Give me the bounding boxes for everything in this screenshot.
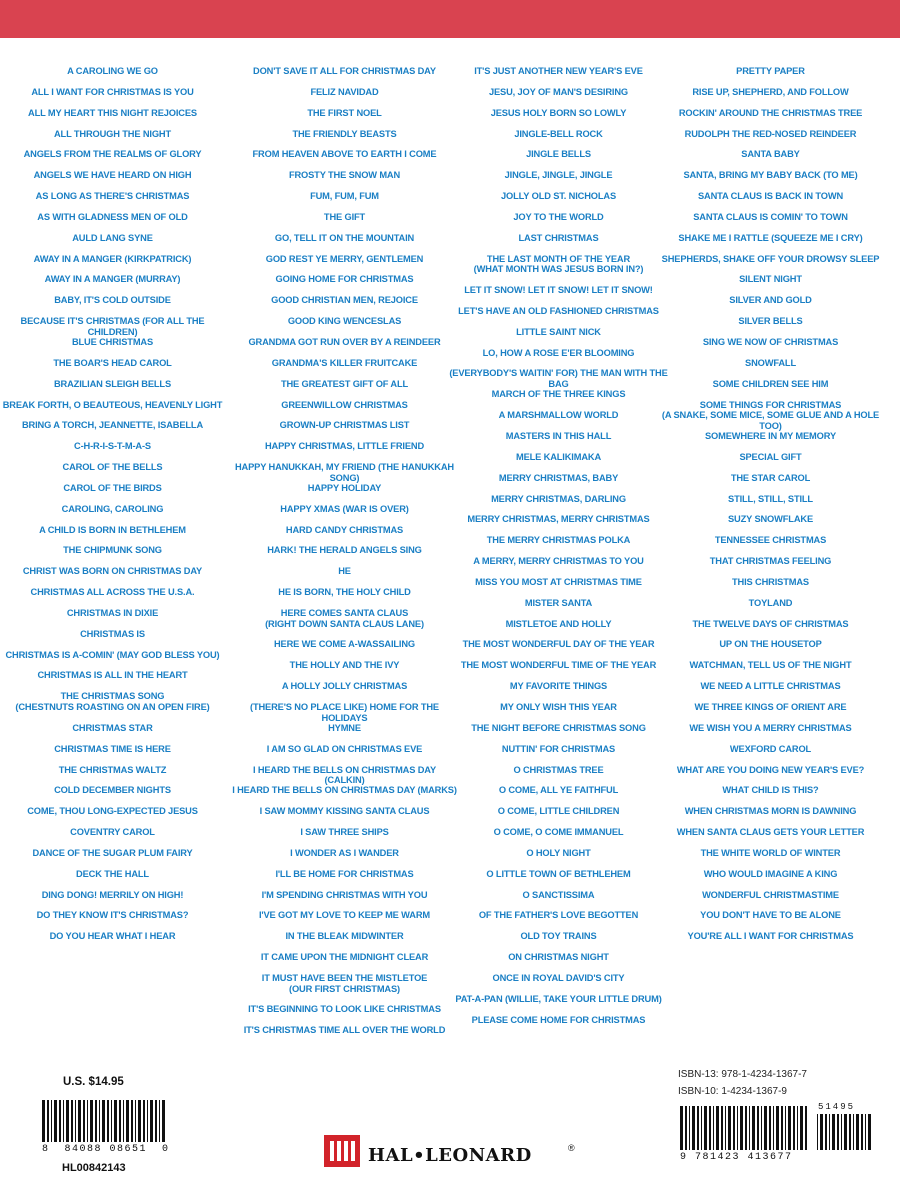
- song-title: MARCH OF THE THREE KINGS: [491, 389, 626, 400]
- barcode-bar: [740, 1106, 743, 1150]
- song-title: O COME, O COME IMMANUEL: [493, 827, 624, 838]
- barcode-bar: [692, 1106, 695, 1150]
- barcode-bar: [733, 1106, 735, 1150]
- publisher-logo: [322, 1133, 582, 1173]
- song-title: MELE KALIKIMAKA: [515, 451, 602, 462]
- barcode-bar: [126, 1100, 129, 1142]
- song-title: CAROLING, CAROLING: [61, 503, 164, 514]
- song-title: WE WISH YOU A MERRY CHRISTMAS: [689, 722, 852, 733]
- barcode-bar: [107, 1100, 109, 1142]
- song-title: STILL, STILL, STILL: [728, 493, 813, 504]
- song-title: OLD TOY TRAINS: [520, 931, 597, 942]
- song-title: WHO WOULD IMAGINE A KING: [703, 868, 838, 879]
- barcode-bar: [817, 1114, 818, 1150]
- song-title: O COME, ALL YE FAITHFUL: [498, 785, 619, 796]
- barcode-bar: [849, 1114, 851, 1150]
- song-title: RUDOLPH THE RED-NOSED REINDEER: [684, 128, 857, 139]
- barcode-bar: [83, 1100, 85, 1142]
- song-title: C-H-R-I-S-T-M-A-S: [74, 441, 151, 452]
- barcode-bar: [90, 1100, 93, 1142]
- song-title: THE LAST MONTH OF THE YEAR (WHAT MONTH WAS JESUS BORN IN?): [473, 253, 644, 275]
- song-title: SOMEWHERE IN MY MEMORY: [705, 431, 836, 441]
- song-title: CHRISTMAS IS A-COMIN' (MAY GOD BLESS YOU): [5, 649, 220, 660]
- song-title: MY FAVORITE THINGS: [509, 681, 608, 692]
- song-title: THE WHITE WORLD OF WINTER: [700, 847, 841, 858]
- addon-digits: 51495: [818, 1102, 856, 1112]
- song-title: LAST CHRISTMAS: [518, 232, 599, 243]
- barcode-bar: [797, 1106, 798, 1150]
- barcode-bar: [87, 1100, 88, 1142]
- song-title: GROWN-UP CHRISTMAS LIST: [279, 420, 410, 431]
- barcode-bar: [752, 1106, 755, 1150]
- song-title: LO, HOW A ROSE E'ER BLOOMING: [482, 347, 635, 358]
- song-title: DANCE OF THE SUGAR PLUM FAIRY: [32, 847, 193, 858]
- song-title: GO, TELL IT ON THE MOUNTAIN: [274, 232, 415, 243]
- song-title: I AM SO GLAD ON CHRISTMAS EVE: [266, 743, 423, 754]
- song-title: PLEASE COME HOME FOR CHRISTMAS: [471, 1014, 646, 1025]
- song-title: GRANDMA GOT RUN OVER BY A REINDEER: [248, 336, 441, 347]
- song-title: I SAW THREE SHIPS: [300, 827, 389, 838]
- song-title: CHRISTMAS IN DIXIE: [66, 607, 159, 618]
- barcode-bar: [697, 1106, 699, 1150]
- barcode-bar: [728, 1106, 731, 1150]
- barcode-bar: [725, 1106, 726, 1150]
- song-title: O LITTLE TOWN OF BETHLEHEM: [486, 868, 631, 879]
- song-title: THE HOLLY AND THE IVY: [289, 660, 400, 671]
- song-title: DECK THE HALL: [76, 868, 149, 879]
- song-title: SING WE NOW OF CHRISTMAS: [702, 336, 839, 347]
- barcode-bar: [42, 1100, 45, 1142]
- song-title: THE MERRY CHRISTMAS POLKA: [486, 535, 631, 546]
- barcode-bar: [95, 1100, 97, 1142]
- song-title: THE CHRISTMAS SONG (CHESTNUTS ROASTING ON AN OPEN FIRE): [15, 691, 210, 713]
- song-title: SANTA BABY: [741, 149, 800, 160]
- song-title: TENNESSEE CHRISTMAS: [714, 535, 827, 546]
- barcode-bar: [162, 1100, 165, 1142]
- isbn10-label: ISBN-10: 1-4234-1367-9: [678, 1086, 787, 1097]
- song-title: GOOD CHRISTIAN MEN, REJOICE: [271, 295, 418, 306]
- barcode-bar: [102, 1100, 105, 1142]
- song-title: GOING HOME FOR CHRISTMAS: [275, 274, 414, 285]
- song-title: JOLLY OLD ST. NICHOLAS: [501, 191, 616, 202]
- song-title: WONDERFUL CHRISTMASTIME: [702, 889, 839, 900]
- song-title: HYMNE: [328, 722, 361, 733]
- song-title: AS WITH GLADNESS MEN OF OLD: [37, 211, 188, 222]
- song-title: THE TWELVE DAYS OF CHRISTMAS: [692, 618, 849, 629]
- song-title: HE IS BORN, THE HOLY CHILD: [278, 587, 411, 598]
- song-title: HAPPY CHRISTMAS, LITTLE FRIEND: [264, 441, 425, 452]
- song-title: BREAK FORTH, O BEAUTEOUS, HEAVENLY LIGHT: [2, 399, 223, 410]
- song-title: CHRISTMAS STAR: [72, 722, 153, 733]
- barcode-bar: [773, 1106, 774, 1150]
- barcode-bar: [63, 1100, 64, 1142]
- song-list: [0, 66, 900, 1066]
- song-title: SOME CHILDREN SEE HIM: [712, 378, 829, 389]
- barcode-bar: [75, 1100, 76, 1142]
- song-title: ON CHRISTMAS NIGHT: [508, 952, 609, 963]
- song-title: DO THEY KNOW IT'S CHRISTMAS?: [36, 910, 189, 921]
- song-title: A HOLLY JOLLY CHRISTMAS: [281, 681, 408, 692]
- barcode-bar: [111, 1100, 112, 1142]
- barcode-bar: [832, 1114, 835, 1150]
- song-title: FELIZ NAVIDAD: [310, 86, 379, 97]
- ean-barcode: [678, 1106, 810, 1150]
- barcode-bar: [844, 1114, 847, 1150]
- upc-barcode: [40, 1100, 170, 1142]
- song-title: ROCKIN' AROUND THE CHRISTMAS TREE: [678, 107, 863, 118]
- registered-mark: ®: [568, 1143, 575, 1153]
- song-title: A CAROLING WE GO: [67, 66, 158, 76]
- song-title: YOU'RE ALL I WANT FOR CHRISTMAS: [687, 931, 854, 942]
- song-title: LET IT SNOW! LET IT SNOW! LET IT SNOW!: [464, 285, 653, 296]
- song-title: THE FIRST NOEL: [307, 107, 382, 118]
- song-title: HARK! THE HERALD ANGELS SING: [267, 545, 422, 556]
- song-title: I SAW MOMMY KISSING SANTA CLAUS: [259, 806, 430, 817]
- song-title: THE NIGHT BEFORE CHRISTMAS SONG: [471, 722, 646, 733]
- song-title: ALL THROUGH THE NIGHT: [53, 128, 171, 139]
- barcode-bar: [745, 1106, 747, 1150]
- barcode-bar: [865, 1114, 866, 1150]
- song-title: LET'S HAVE AN OLD FASHIONED CHRISTMAS: [458, 305, 659, 316]
- barcode-bar: [54, 1100, 57, 1142]
- song-title: HAPPY HOLIDAY: [307, 482, 382, 493]
- song-title: THE FRIENDLY BEASTS: [292, 128, 397, 139]
- song-title: SILENT NIGHT: [739, 274, 802, 285]
- song-title: ALL MY HEART THIS NIGHT REJOICES: [28, 107, 197, 118]
- song-title: CHRIST WAS BORN ON CHRISTMAS DAY: [22, 566, 203, 577]
- barcode-bar: [159, 1100, 160, 1142]
- barcode-bar: [781, 1106, 783, 1150]
- song-column-3: [446, 66, 671, 1035]
- song-title: SANTA, BRING MY BABY BACK (TO ME): [683, 170, 858, 181]
- song-title: JESUS HOLY BORN SO LOWLY: [490, 107, 627, 118]
- song-title: WHEN SANTA CLAUS GETS YOUR LETTER: [676, 827, 865, 838]
- song-title: GOD REST YE MERRY, GENTLEMEN: [265, 253, 424, 264]
- song-title: CHRISTMAS ALL ACROSS THE U.S.A.: [30, 587, 195, 598]
- song-title: HAPPY HANUKKAH, MY FRIEND (THE HANUKKAH SONG): [234, 462, 454, 483]
- song-title: SPECIAL GIFT: [739, 451, 802, 462]
- song-column-1: [0, 66, 225, 952]
- song-title: CHRISTMAS IS ALL IN THE HEART: [37, 670, 188, 681]
- song-title: AWAY IN A MANGER (KIRKPATRICK): [33, 253, 192, 264]
- song-title: SUZY SNOWFLAKE: [727, 514, 814, 525]
- song-title: RISE UP, SHEPHERD, AND FOLLOW: [692, 86, 849, 97]
- song-title: JINGLE BELLS: [526, 149, 591, 160]
- song-title: MISTER SANTA: [524, 597, 593, 608]
- song-title: YOU DON'T HAVE TO BE ALONE: [700, 910, 841, 921]
- barcode-bar: [701, 1106, 702, 1150]
- barcode-bar: [716, 1106, 719, 1150]
- barcode-bar: [66, 1100, 69, 1142]
- barcode-bar: [680, 1106, 683, 1150]
- song-title: FROM HEAVEN ABOVE TO EARTH I COME: [252, 149, 437, 160]
- song-title: WHAT CHILD IS THIS?: [722, 785, 819, 796]
- barcode-bar: [713, 1106, 714, 1150]
- barcode-bar: [78, 1100, 81, 1142]
- barcode-bar: [99, 1100, 100, 1142]
- song-title: ANGELS WE HAVE HEARD ON HIGH: [33, 170, 192, 181]
- top-color-band: [0, 0, 900, 38]
- song-title: ANGELS FROM THE REALMS OF GLORY: [23, 149, 202, 160]
- barcode-bar: [47, 1100, 49, 1142]
- song-title: WATCHMAN, TELL US OF THE NIGHT: [689, 660, 852, 671]
- ean-digits: 9 781423 413677: [680, 1152, 793, 1163]
- song-title: IT'S BEGINNING TO LOOK LIKE CHRISTMAS: [248, 1004, 441, 1015]
- song-title: FROSTY THE SNOW MAN: [288, 170, 401, 181]
- song-title: THE STAR CAROL: [730, 472, 811, 483]
- song-title: BLUE CHRISTMAS: [71, 336, 154, 347]
- song-title: O COME, LITTLE CHILDREN: [497, 806, 620, 817]
- price-label: U.S. $14.95: [63, 1076, 124, 1088]
- song-title: IT'S CHRISTMAS TIME ALL OVER THE WORLD: [243, 1025, 446, 1036]
- song-title: JOY TO THE WORLD: [513, 211, 604, 222]
- song-title: CAROL OF THE BELLS: [62, 462, 163, 473]
- song-title: I'LL BE HOME FOR CHRISTMAS: [275, 868, 414, 879]
- song-title: WE NEED A LITTLE CHRISTMAS: [700, 681, 841, 692]
- song-title: THE BOAR'S HEAD CAROL: [53, 357, 172, 368]
- song-title: SANTA CLAUS IS COMIN' TO TOWN: [693, 211, 848, 222]
- addon-barcode: [815, 1114, 875, 1150]
- barcode-bar: [841, 1114, 842, 1150]
- song-title: SILVER AND GOLD: [729, 295, 812, 306]
- song-title: MASTERS IN THIS HALL: [505, 431, 612, 441]
- barcode-bar: [689, 1106, 690, 1150]
- song-title: SILVER BELLS: [738, 316, 803, 327]
- song-title: WHAT ARE YOU DOING NEW YEAR'S EVE?: [676, 764, 865, 775]
- song-title: JINGLE-BELL ROCK: [514, 128, 603, 139]
- song-title: HERE COMES SANTA CLAUS (RIGHT DOWN SANTA CLAUS LANE): [265, 607, 424, 629]
- publisher-name: HAL•LEONARD: [368, 1145, 532, 1166]
- song-title: IN THE BLEAK MIDWINTER: [285, 931, 404, 942]
- song-title: OF THE FATHER'S LOVE BEGOTTEN: [478, 910, 639, 921]
- barcode-bar: [704, 1106, 707, 1150]
- barcode-bar: [769, 1106, 771, 1150]
- song-title: SHEPHERDS, SHAKE OFF YOUR DROWSY SLEEP: [661, 253, 880, 264]
- barcode-bar: [71, 1100, 73, 1142]
- barcode-bar: [51, 1100, 52, 1142]
- song-title: IT'S JUST ANOTHER NEW YEAR'S EVE: [474, 66, 643, 76]
- song-title: AULD LANG SYNE: [72, 232, 153, 243]
- barcode-bar: [737, 1106, 738, 1150]
- song-title: O CHRISTMAS TREE: [513, 764, 604, 775]
- upc-digits: 8 84088 08651 0: [42, 1144, 170, 1155]
- song-title: UP ON THE HOUSETOP: [719, 639, 822, 650]
- barcode-bar: [788, 1106, 791, 1150]
- song-title: A MARSHMALLOW WORLD: [498, 410, 619, 421]
- song-title: MISS YOU MOST AT CHRISTMAS TIME: [475, 576, 642, 587]
- song-title: COLD DECEMBER NIGHTS: [54, 785, 171, 796]
- barcode-bar: [135, 1100, 136, 1142]
- song-title: PRETTY PAPER: [736, 66, 805, 76]
- barcode-bar: [861, 1114, 863, 1150]
- song-title: NUTTIN' FOR CHRISTMAS: [501, 743, 616, 754]
- song-title: THE CHRISTMAS WALTZ: [58, 764, 167, 775]
- song-title: A MERRY, MERRY CHRISTMAS TO YOU: [473, 556, 644, 567]
- isbn13-label: ISBN-13: 978-1-4234-1367-7: [678, 1069, 807, 1080]
- song-title: AWAY IN A MANGER (MURRAY): [44, 274, 181, 285]
- song-title: DO YOU HEAR WHAT I HEAR: [49, 931, 176, 942]
- barcode-bar: [114, 1100, 117, 1142]
- song-title: HAPPY XMAS (WAR IS OVER): [280, 503, 409, 514]
- song-title: (EVERYBODY'S WAITIN' FOR) THE MAN WITH THE BAG: [449, 368, 668, 390]
- song-title: THE GREATEST GIFT OF ALL: [280, 378, 409, 389]
- song-title: I WONDER AS I WANDER: [290, 847, 399, 858]
- song-title: BRING A TORCH, JEANNETTE, ISABELLA: [21, 420, 204, 431]
- song-title: WEXFORD CAROL: [729, 743, 812, 754]
- barcode-bar: [155, 1100, 157, 1142]
- song-title: DING DONG! MERRILY ON HIGH!: [41, 889, 184, 900]
- barcode-bar: [800, 1106, 803, 1150]
- song-title: THE MOST WONDERFUL DAY OF THE YEAR: [462, 639, 655, 650]
- song-title: MERRY CHRISTMAS, DARLING: [491, 493, 626, 504]
- song-title: I HEARD THE BELLS ON CHRISTMAS DAY (MARKS): [232, 785, 457, 796]
- barcode-bar: [856, 1114, 859, 1150]
- song-column-2: [232, 66, 457, 1046]
- barcode-bar: [825, 1114, 827, 1150]
- song-title: O HOLY NIGHT: [526, 847, 591, 858]
- song-title: GRANDMA'S KILLER FRUITCAKE: [271, 357, 418, 368]
- barcode-bar: [685, 1106, 687, 1150]
- song-title: MERRY CHRISTMAS, MERRY CHRISTMAS: [467, 514, 650, 525]
- barcode-bar: [143, 1100, 145, 1142]
- song-title: WHEN CHRISTMAS MORN IS DAWNING: [684, 806, 857, 817]
- barcode-bar: [805, 1106, 807, 1150]
- song-title: ONCE IN ROYAL DAVID'S CITY: [492, 972, 625, 983]
- barcode-bar: [853, 1114, 854, 1150]
- song-title: THE GIFT: [323, 211, 366, 222]
- song-title: GREENWILLOW CHRISTMAS: [281, 399, 408, 410]
- song-title: DON'T SAVE IT ALL FOR CHRISTMAS DAY: [253, 66, 436, 76]
- song-title: GOOD KING WENCESLAS: [287, 316, 402, 327]
- song-title: SANTA CLAUS IS BACK IN TOWN: [697, 191, 844, 202]
- barcode-bar: [138, 1100, 141, 1142]
- song-title: SOME THINGS FOR CHRISTMAS (A SNAKE, SOME MICE, SOME GLUE AND A HOLE TOO): [661, 399, 880, 431]
- barcode-bar: [837, 1114, 839, 1150]
- song-title: A CHILD IS BORN IN BETHLEHEM: [39, 524, 186, 535]
- song-title: JINGLE, JINGLE, JINGLE: [504, 170, 613, 181]
- barcode-bar: [868, 1114, 871, 1150]
- barcode-bar: [764, 1106, 767, 1150]
- song-title: BABY, IT'S COLD OUTSIDE: [54, 295, 171, 306]
- song-title: CAROL OF THE BIRDS: [63, 482, 162, 493]
- barcode-bar: [793, 1106, 795, 1150]
- barcode-bar: [150, 1100, 153, 1142]
- barcode-bar: [59, 1100, 61, 1142]
- song-title: MERRY CHRISTMAS, BABY: [498, 472, 619, 483]
- barcode-bar: [749, 1106, 750, 1150]
- song-title: BECAUSE IT'S CHRISTMAS (FOR ALL THE CHILDREN): [20, 316, 205, 337]
- song-title: JESU, JOY OF MAN'S DESIRING: [488, 86, 629, 97]
- song-column-4: [658, 66, 883, 952]
- song-title: CHRISTMAS TIME IS HERE: [54, 743, 171, 754]
- song-title: THIS CHRISTMAS: [732, 576, 809, 587]
- song-title: TOYLAND: [748, 597, 793, 608]
- barcode-bar: [147, 1100, 148, 1142]
- song-title: I'M SPENDING CHRISTMAS WITH YOU: [261, 889, 428, 900]
- barcode-bar: [123, 1100, 124, 1142]
- song-title: THAT CHRISTMAS FEELING: [709, 556, 832, 567]
- song-title: MY ONLY WISH THIS YEAR: [500, 701, 617, 712]
- song-title: MISTLETOE AND HOLLY: [505, 618, 612, 629]
- song-title: O SANCTISSIMA: [522, 889, 595, 900]
- song-title: PAT-A-PAN (WILLIE, TAKE YOUR LITTLE DRUM): [455, 993, 662, 1004]
- song-title: HE: [338, 566, 351, 577]
- song-title: SHAKE ME I RATTLE (SQUEEZE ME I CRY): [678, 232, 863, 243]
- hal-leonard-mark-icon: [322, 1133, 362, 1173]
- song-title: BRAZILIAN SLEIGH BELLS: [53, 378, 172, 389]
- barcode-bar: [776, 1106, 779, 1150]
- song-title: CHRISTMAS IS: [80, 628, 145, 639]
- song-title: AS LONG AS THERE'S CHRISTMAS: [35, 191, 190, 202]
- barcode-bar: [761, 1106, 762, 1150]
- song-title: (THERE'S NO PLACE LIKE) HOME FOR THE HOLIDAYS: [250, 701, 439, 723]
- song-title: SNOWFALL: [745, 357, 796, 368]
- barcode-bar: [829, 1114, 830, 1150]
- song-title: IT CAME UPON THE MIDNIGHT CLEAR: [260, 952, 429, 963]
- song-title: LITTLE SAINT NICK: [516, 326, 601, 337]
- song-title: THE MOST WONDERFUL TIME OF THE YEAR: [460, 660, 657, 671]
- song-title: HERE WE COME A-WASSAILING: [273, 639, 416, 650]
- barcode-bar: [709, 1106, 711, 1150]
- song-title: IT MUST HAVE BEEN THE MISTLETOE (OUR FIRST CHRISTMAS): [261, 972, 428, 994]
- song-title: I HEARD THE BELLS ON CHRISTMAS DAY (CALKIN): [252, 764, 437, 786]
- barcode-bar: [119, 1100, 121, 1142]
- product-code: HL00842143: [62, 1162, 126, 1174]
- song-title: I'VE GOT MY LOVE TO KEEP ME WARM: [259, 910, 430, 921]
- barcode-bar: [785, 1106, 786, 1150]
- song-title: COME, THOU LONG-EXPECTED JESUS: [27, 806, 198, 817]
- barcode-bar: [131, 1100, 133, 1142]
- song-title: COVENTRY CAROL: [70, 827, 155, 838]
- song-title: FUM, FUM, FUM: [310, 191, 379, 202]
- barcode-bar: [820, 1114, 823, 1150]
- barcode-bar: [757, 1106, 759, 1150]
- song-title: THE CHIPMUNK SONG: [63, 545, 162, 556]
- song-title: ALL I WANT FOR CHRISTMAS IS YOU: [31, 86, 194, 97]
- song-title: HARD CANDY CHRISTMAS: [285, 524, 404, 535]
- song-title: WE THREE KINGS OF ORIENT ARE: [694, 701, 847, 712]
- barcode-bar: [721, 1106, 723, 1150]
